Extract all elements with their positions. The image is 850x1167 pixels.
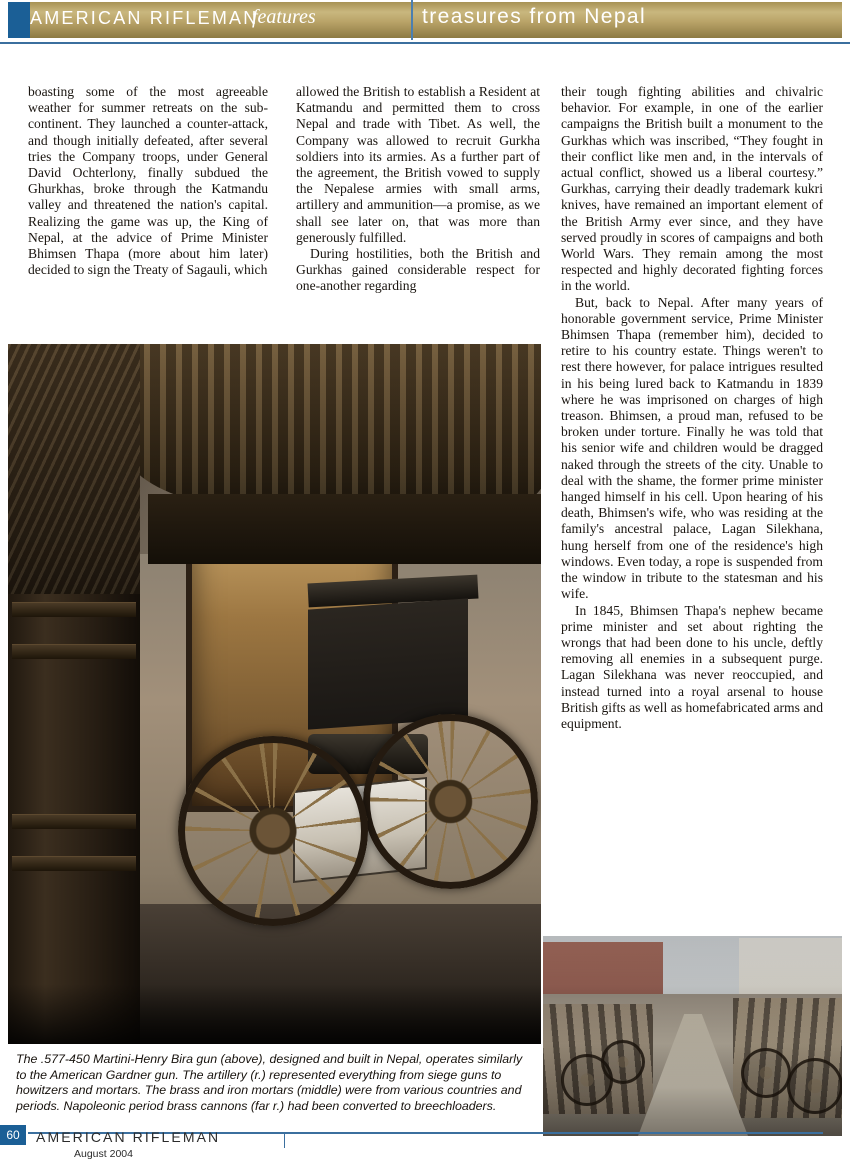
paragraph: boasting some of the most agreeable weather for summer retreats on the sub-continent. They launched a counter-attack, and though initially defeated, after several tries the Company troops, under General David Ochterlony, finally subdued the Ghurkhas, broke through the Katmandu valley and threatened the nation's capital. Realizing the game was up, the King of Nepal, at the advice of Prime Minister Bhimsen Thapa (more about him later) decided to sign the Treaty of Sagauli, which: [28, 84, 268, 278]
main-photo: [8, 344, 541, 1044]
body-column-1: [28, 84, 268, 278]
photo-pillar-ring: [12, 644, 136, 659]
secondary-photo: [543, 936, 842, 1136]
header-blue-block: [8, 2, 30, 38]
body-column-2: [296, 84, 540, 295]
photo-carriage-wheel-rear: [363, 714, 538, 889]
page-number: 60: [0, 1125, 26, 1145]
photo-gun-breech: [308, 598, 468, 729]
footer-tick: [284, 1134, 285, 1148]
footer-issue-date: August 2004: [74, 1148, 133, 1160]
figure-caption: The .577-450 Martini-Henry Bira gun (above), designed and built in Nepal, operates similarly to the American Gardner gun. The artillery (r.) represented everything from siege guns to howitzers and mortars. The brass and iron mortars (middle) were from various countries and periods. Napoleonic period brass cannons (far r.) had been converted to breechloaders.: [16, 1052, 523, 1113]
photo-vignette: [8, 984, 541, 1044]
photo-arch-beam: [148, 494, 541, 564]
paragraph: During hostilities, both the British and Gurkhas gained considerable respect for one-another regarding: [296, 246, 540, 294]
photo-pillar-capital: [8, 344, 140, 594]
header-rule: [0, 42, 850, 44]
paragraph: But, back to Nepal. After many years of honorable government service, Prime Minister Bhimsen Thapa (remember him), decided to retire to his country estate. Things weren't to rest there however, for palace intrigues resulted in his being lured back to Katmandu in 1839 where he was imprisoned on charges of high treason. Bhimsen, a proud man, refused to be broken under torture. Finally he was told that his senior wife and children would be dragged naked through the streets of the city. Unable to deal with the shame, the former prime minister hanged himself in his cell. Upon hearing of his death, Bhimsen's wife, who was residing at the family's ancestral palace, Lagan Silekhana, hung herself from one of the residence's high windows. Even today, a rope is suspended from the window in tribute to the statesman and his wife.: [561, 294, 823, 602]
header-section-label: features: [252, 6, 316, 28]
photo-pillar-ring: [12, 814, 136, 829]
paragraph: their tough fighting abilities and chivalric behavior. For example, in one of the earlier campaigns the British built a monument to the Gurkhas which was inscribed, “They fought in their conflict like men and, in the intervals of actual conflict, showed us a liberal courtesy.” Gurkhas, carrying their deadly trademark kukri knives, have remained an important element of the British Army ever since, and they have served proudly in scores of campaigns and both World Wars. They remain among the most respected and highly decorated fighting forces in the world.: [561, 84, 823, 294]
photo-pillar-ring: [12, 856, 136, 871]
paragraph: In 1845, Bhimsen Thapa's nephew became prime minister and set about righting the wrongs that had been done to his uncle, deftly removing all enemies in a subsequent purge. Lagan Silekhana was never reoccupied, and instead turned into a royal arsenal to house British gifts as well as homefabricated arms and equipment.: [561, 602, 823, 731]
body-column-3: [561, 84, 823, 732]
header-article-title: treasures from Nepal: [422, 5, 647, 28]
photo-carriage-wheel-front: [178, 736, 368, 926]
photo-stone-pillar: [8, 344, 140, 1044]
footer-magazine-title: AMERICAN RIFLEMAN: [36, 1129, 221, 1145]
photo2-vignette: [543, 936, 842, 1136]
paragraph: allowed the British to establish a Resident at Katmandu and permitted them to cross Nepal and trade with Tibet. As well, the Company was allowed to recruit Gurkha soldiers into its armies. As a further part of the agreement, the British vowed to supply the Nepalese armies with small arms, artillery and ammunition—a promise, as we shall see later on, that was more than generously fulfilled.: [296, 84, 540, 245]
photo-pillar-ring: [12, 602, 136, 617]
header-magazine-title: AMERICAN RIFLEMAN: [30, 8, 259, 28]
header-divider: [411, 0, 413, 40]
page-header: [0, 0, 850, 42]
